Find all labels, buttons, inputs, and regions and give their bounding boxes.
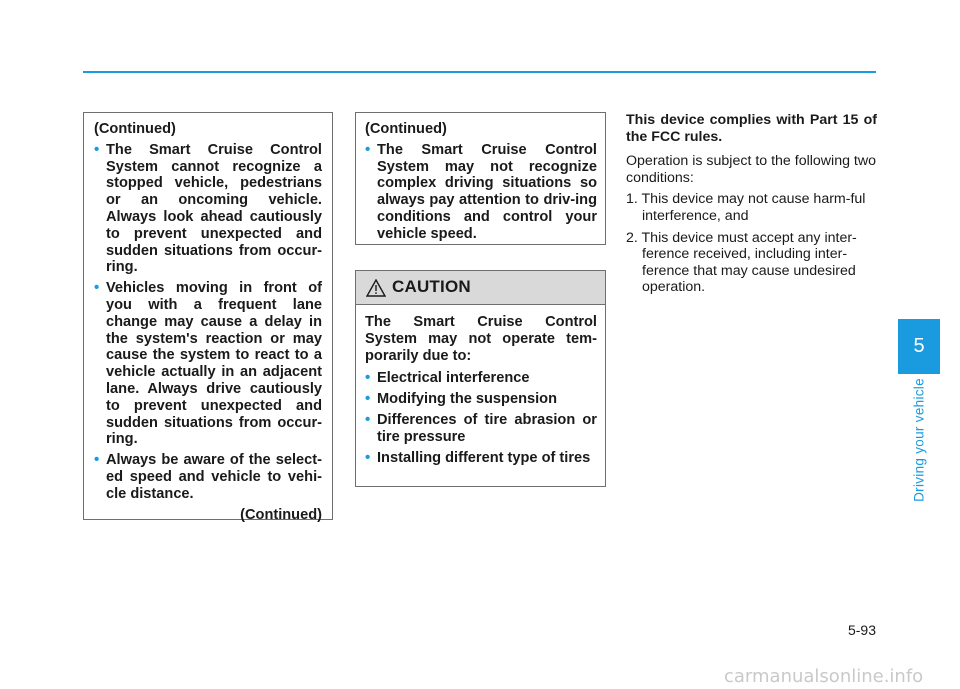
list-item: • Always be aware of the select-ed speed and vehicle to vehi-cle distance. [94,451,322,502]
list-item: • The Smart Cruise Control System cannot recognize a stopped vehicle, pedestrians or an oncoming vehicle. Always look ahead cautiously to prevent unexpected and sudden situations from occur-ring. [94,140,322,276]
bullet-icon: • [94,279,100,297]
watermark: carmanualsonline.info [724,666,924,687]
warning-list [94,142,322,503]
caution-box [355,270,606,487]
continued-footer: (Continued) [240,506,322,523]
bullet-icon: • [94,140,100,158]
bullet-icon: • [365,369,371,387]
header-rule [83,71,876,73]
fcc-heading: This device complies with Part 15 of the FCC rules. [626,112,877,145]
list-item: • Vehicles moving in front of you with a frequent lane change may cause a delay in the system's reaction or may cause the system to react to a vehicle actually in an adjacent lane. Always drive cautiously to prevent unexpected and sudden situations from occur-ring. [94,279,322,448]
caution-title: CAUTION [392,277,471,297]
chapter-number-tab: 5 [898,319,940,374]
caution-header [356,271,605,305]
bullet-icon: • [94,451,100,469]
warning-list [365,142,597,243]
list-item: 1. This device may not cause harm-ful interference, and [626,191,866,224]
continued-heading: (Continued) [94,121,176,137]
caution-body [356,305,605,466]
caution-list [365,370,597,466]
continued-warning-box-1 [83,112,333,523]
list-item: • Installing different type of tires [365,448,591,466]
list-item: • Differences of tire abrasion or tire pressure [365,410,597,445]
list-item: • Modifying the suspension [365,390,557,408]
bullet-icon: • [365,448,371,466]
caution-intro: The Smart Cruise Control System may not operate tem-porarily due to: [365,314,597,364]
fcc-conditions-list [626,191,877,296]
bullet-icon: • [365,390,371,408]
list-item: • Electrical interference [365,369,530,387]
fcc-intro: Operation is subject to the following two conditions: [626,153,876,186]
continued-heading: (Continued) [365,121,447,137]
bullet-icon: • [365,140,371,158]
fcc-compliance-section [626,112,877,301]
list-item: • The Smart Cruise Control System may not recognize complex driving situations so always pay attention to driv-ing conditions and control your vehicle speed. [365,140,597,242]
list-item: 2. This device must accept any inter-ference received, including inter-ference that may cause undesired operation. [626,229,857,296]
continued-warning-box-2 [355,112,606,245]
chapter-title: Driving your vehicle [911,378,927,502]
warning-triangle-icon [366,279,386,297]
page-number: 5-93 [847,622,876,638]
bullet-icon: • [365,410,371,428]
